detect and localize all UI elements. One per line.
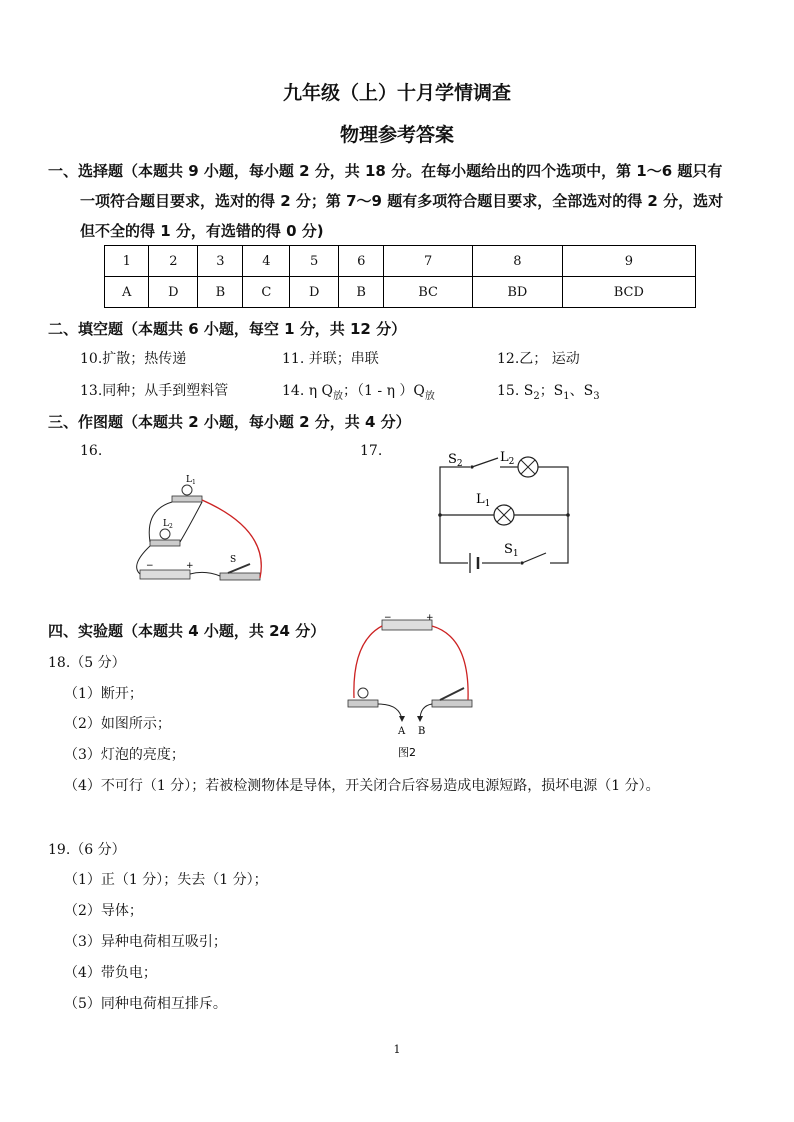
fig16-l1: $L_1$: [186, 475, 196, 486]
q16-label: 16.: [80, 443, 103, 459]
page-number: 1: [393, 1043, 401, 1056]
section1-heading-line1: 一、选择题（本题共 9 小题，每小题 2 分，共 18 分。在每小题给出的四个选项中，第 1～6 题只有: [48, 162, 723, 180]
section3-heading: 三、作图题（本题共 2 小题，每小题 2 分，共 4 分）: [48, 413, 411, 431]
q18-answer-3: （3）灯泡的亮度；: [64, 747, 185, 763]
battery: [140, 570, 190, 579]
answer-q10: 10.扩散；热传递: [80, 351, 187, 367]
section1-heading-line2: 一项符合题目要求，选对的得 2 分；第 7～9 题有多项符合题目要求，全部选对的得 2 分，选对: [80, 192, 724, 210]
fig18-minus: −: [384, 613, 392, 623]
table-cell: 8: [472, 246, 562, 277]
table-cell: BCD: [562, 277, 695, 308]
q18-answer-4: （4）不可行（1 分）；若被检测物体是导体，开关闭合后容易造成电源短路，损坏电源（1 分）。: [64, 778, 660, 794]
wire: [180, 502, 202, 542]
fig17-s1: $S_1$: [504, 542, 519, 559]
table-cell: 6: [339, 246, 384, 277]
q19-answer-5: （5）同种电荷相互排斥。: [64, 996, 227, 1012]
doc-title: 九年级（上）十月学情调查: [282, 82, 511, 104]
q18-answer-1: （1）断开；: [64, 686, 143, 702]
q15-text-b: ；S: [539, 383, 564, 399]
section2-heading: 二、填空题（本题共 6 小题，每空 1 分，共 12 分）: [48, 320, 407, 338]
answer-q13: 13.同种；从手到塑料管: [80, 383, 229, 399]
q15-sub-s3: 3: [593, 390, 600, 402]
q14-text-b: ；（1 - η ）Q: [343, 383, 425, 399]
q19-answer-2: （2）导体；: [64, 903, 143, 919]
answer-table: [104, 245, 696, 308]
switch-base: [432, 700, 472, 707]
table-cell: 3: [198, 246, 243, 277]
fig17-s2: $S_2$: [448, 452, 463, 469]
table-row: [105, 246, 696, 277]
l2-bulb-icon: [160, 529, 170, 539]
table-cell: 2: [149, 246, 198, 277]
section1-heading-line3: 但不全的得 1 分，有选错的得 0 分): [80, 222, 324, 240]
fig18-b: B: [418, 726, 426, 737]
figure-17-schematic: [430, 445, 580, 575]
q15-text-a: 15. S: [497, 383, 534, 399]
q14-text-a: 14. η Q: [282, 383, 334, 399]
table-cell: D: [290, 277, 339, 308]
l2-base: [150, 540, 180, 546]
q19-answer-3: （3）异种电荷相互吸引；: [64, 934, 227, 950]
fig16-l2: $L_2$: [163, 519, 173, 530]
figure-18-circuit: [340, 612, 480, 762]
table-cell: D: [149, 277, 198, 308]
table-cell: 7: [384, 246, 473, 277]
q14-sub1: 放: [333, 390, 344, 402]
table-cell: B: [339, 277, 384, 308]
q19-answer-4: （4）带负电；: [64, 965, 157, 981]
switch-base: [220, 573, 260, 580]
fig18-a: A: [398, 726, 406, 737]
answer-q14: [282, 380, 435, 402]
table-cell: C: [243, 277, 290, 308]
figure-16-circuit: [120, 470, 280, 590]
table-cell: A: [105, 277, 149, 308]
q19-answer-1: （1）正（1 分）；失去（1 分）；: [64, 872, 268, 888]
red-wire: [354, 626, 382, 698]
l1-bulb-icon: [182, 485, 192, 495]
fig17-l1: $L_1$: [476, 492, 491, 509]
fig16-plus: +: [186, 561, 194, 571]
q15-sub-s1: 1: [563, 390, 570, 402]
answer-q12: 12.乙； 运动: [497, 351, 580, 367]
table-cell: B: [198, 277, 243, 308]
table-cell: 4: [243, 246, 290, 277]
lamp-base: [348, 700, 378, 707]
lead-a: [378, 704, 402, 720]
q15-text-c: 、S: [569, 383, 594, 399]
q14-sub2: 放: [424, 390, 435, 402]
fig16-minus: −: [146, 561, 154, 571]
q17-label: 17.: [360, 443, 383, 459]
table-cell: 1: [105, 246, 149, 277]
lamp-bulb-icon: [358, 688, 368, 698]
q18-label: 18.（5 分）: [48, 655, 126, 671]
table-cell: BD: [472, 277, 562, 308]
answer-q11: 11. 并联；串联: [282, 351, 379, 367]
fig17-l2: $L_2$: [500, 450, 515, 467]
table-cell: 9: [562, 246, 695, 277]
red-wire: [202, 500, 261, 578]
fig16-s: S: [230, 555, 237, 565]
q15-sub-s2: 2: [533, 390, 540, 402]
table-row: [105, 277, 696, 308]
fig18-plus: +: [426, 613, 434, 623]
answer-q15: [497, 380, 600, 402]
switch-lever: [228, 564, 250, 573]
q19-label: 19.（6 分）: [48, 842, 126, 858]
switch-lever: [440, 688, 464, 700]
l1-base: [172, 496, 202, 502]
fig18-caption: 图2: [398, 746, 416, 759]
table-cell: 5: [290, 246, 339, 277]
q18-answer-2: （2）如图所示；: [64, 716, 171, 732]
doc-subtitle: 物理参考答案: [339, 124, 454, 146]
section4-heading: 四、实验题（本题共 4 小题，共 24 分）: [48, 622, 326, 640]
wire: [190, 572, 220, 576]
table-cell: BC: [384, 277, 473, 308]
